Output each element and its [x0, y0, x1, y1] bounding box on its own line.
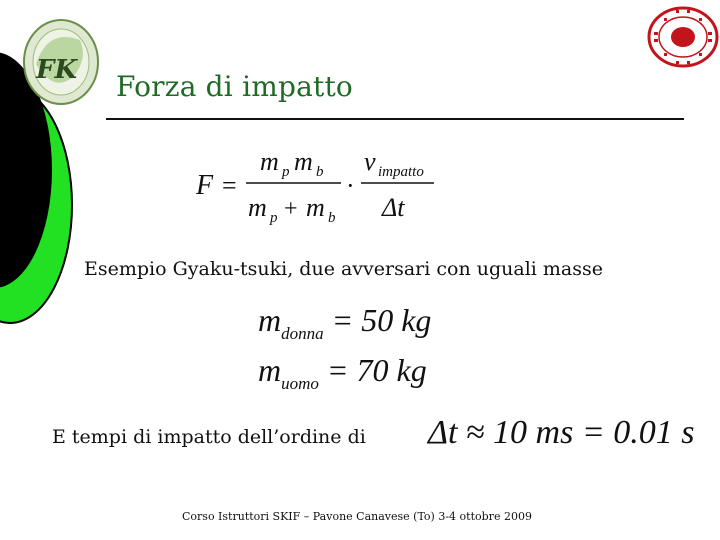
formula-delta-t: Δt	[382, 193, 405, 222]
mass-uomo-equation	[258, 352, 427, 394]
club-logo	[22, 18, 100, 106]
formula-dot: ·	[346, 171, 355, 200]
example-text: Esempio Gyaku-tsuki, due avversari con uguali masse	[84, 258, 603, 280]
formula-num-mp: m	[260, 150, 279, 176]
impact-force-formula	[196, 150, 456, 230]
federation-seal	[646, 6, 720, 68]
formula-den-sub-b: b	[328, 210, 336, 226]
time-text: E tempi di impatto dell’ordine di	[52, 426, 366, 448]
formula-num-mb: m	[294, 150, 313, 176]
footer-text: Corso Istruttori SKIF – Pavone Canavese (To) 3-4 ottobre 2009	[182, 510, 532, 523]
formula-den-mp: m	[248, 193, 267, 222]
time-formula: Δt ≈ 10 ms = 0.01 s	[428, 414, 695, 451]
mass-donna-value: = 50 kg	[331, 302, 432, 338]
mass-donna-equation	[258, 302, 431, 344]
logo-initials: FK	[36, 55, 78, 85]
formula-velocity: v	[364, 150, 376, 176]
mass-uomo-symbol: m	[258, 352, 282, 388]
mass-uomo-sub: uomo	[281, 374, 319, 393]
title-underline	[106, 118, 684, 120]
formula-force-symbol: F	[196, 170, 214, 201]
formula-plus: +	[284, 196, 298, 222]
formula-den-mb: m	[306, 193, 325, 222]
formula-equals: =	[222, 171, 237, 200]
slide-title: Forza di impatto	[116, 70, 353, 103]
mass-uomo-value: = 70 kg	[326, 352, 427, 388]
formula-sub-impatto: impatto	[378, 164, 424, 180]
mass-donna-sub: donna	[281, 324, 324, 343]
formula-den-sub-p: p	[270, 210, 278, 226]
mass-donna-symbol: m	[258, 302, 282, 338]
formula-num-sub-p: p	[282, 164, 290, 180]
formula-num-sub-b: b	[316, 164, 324, 180]
